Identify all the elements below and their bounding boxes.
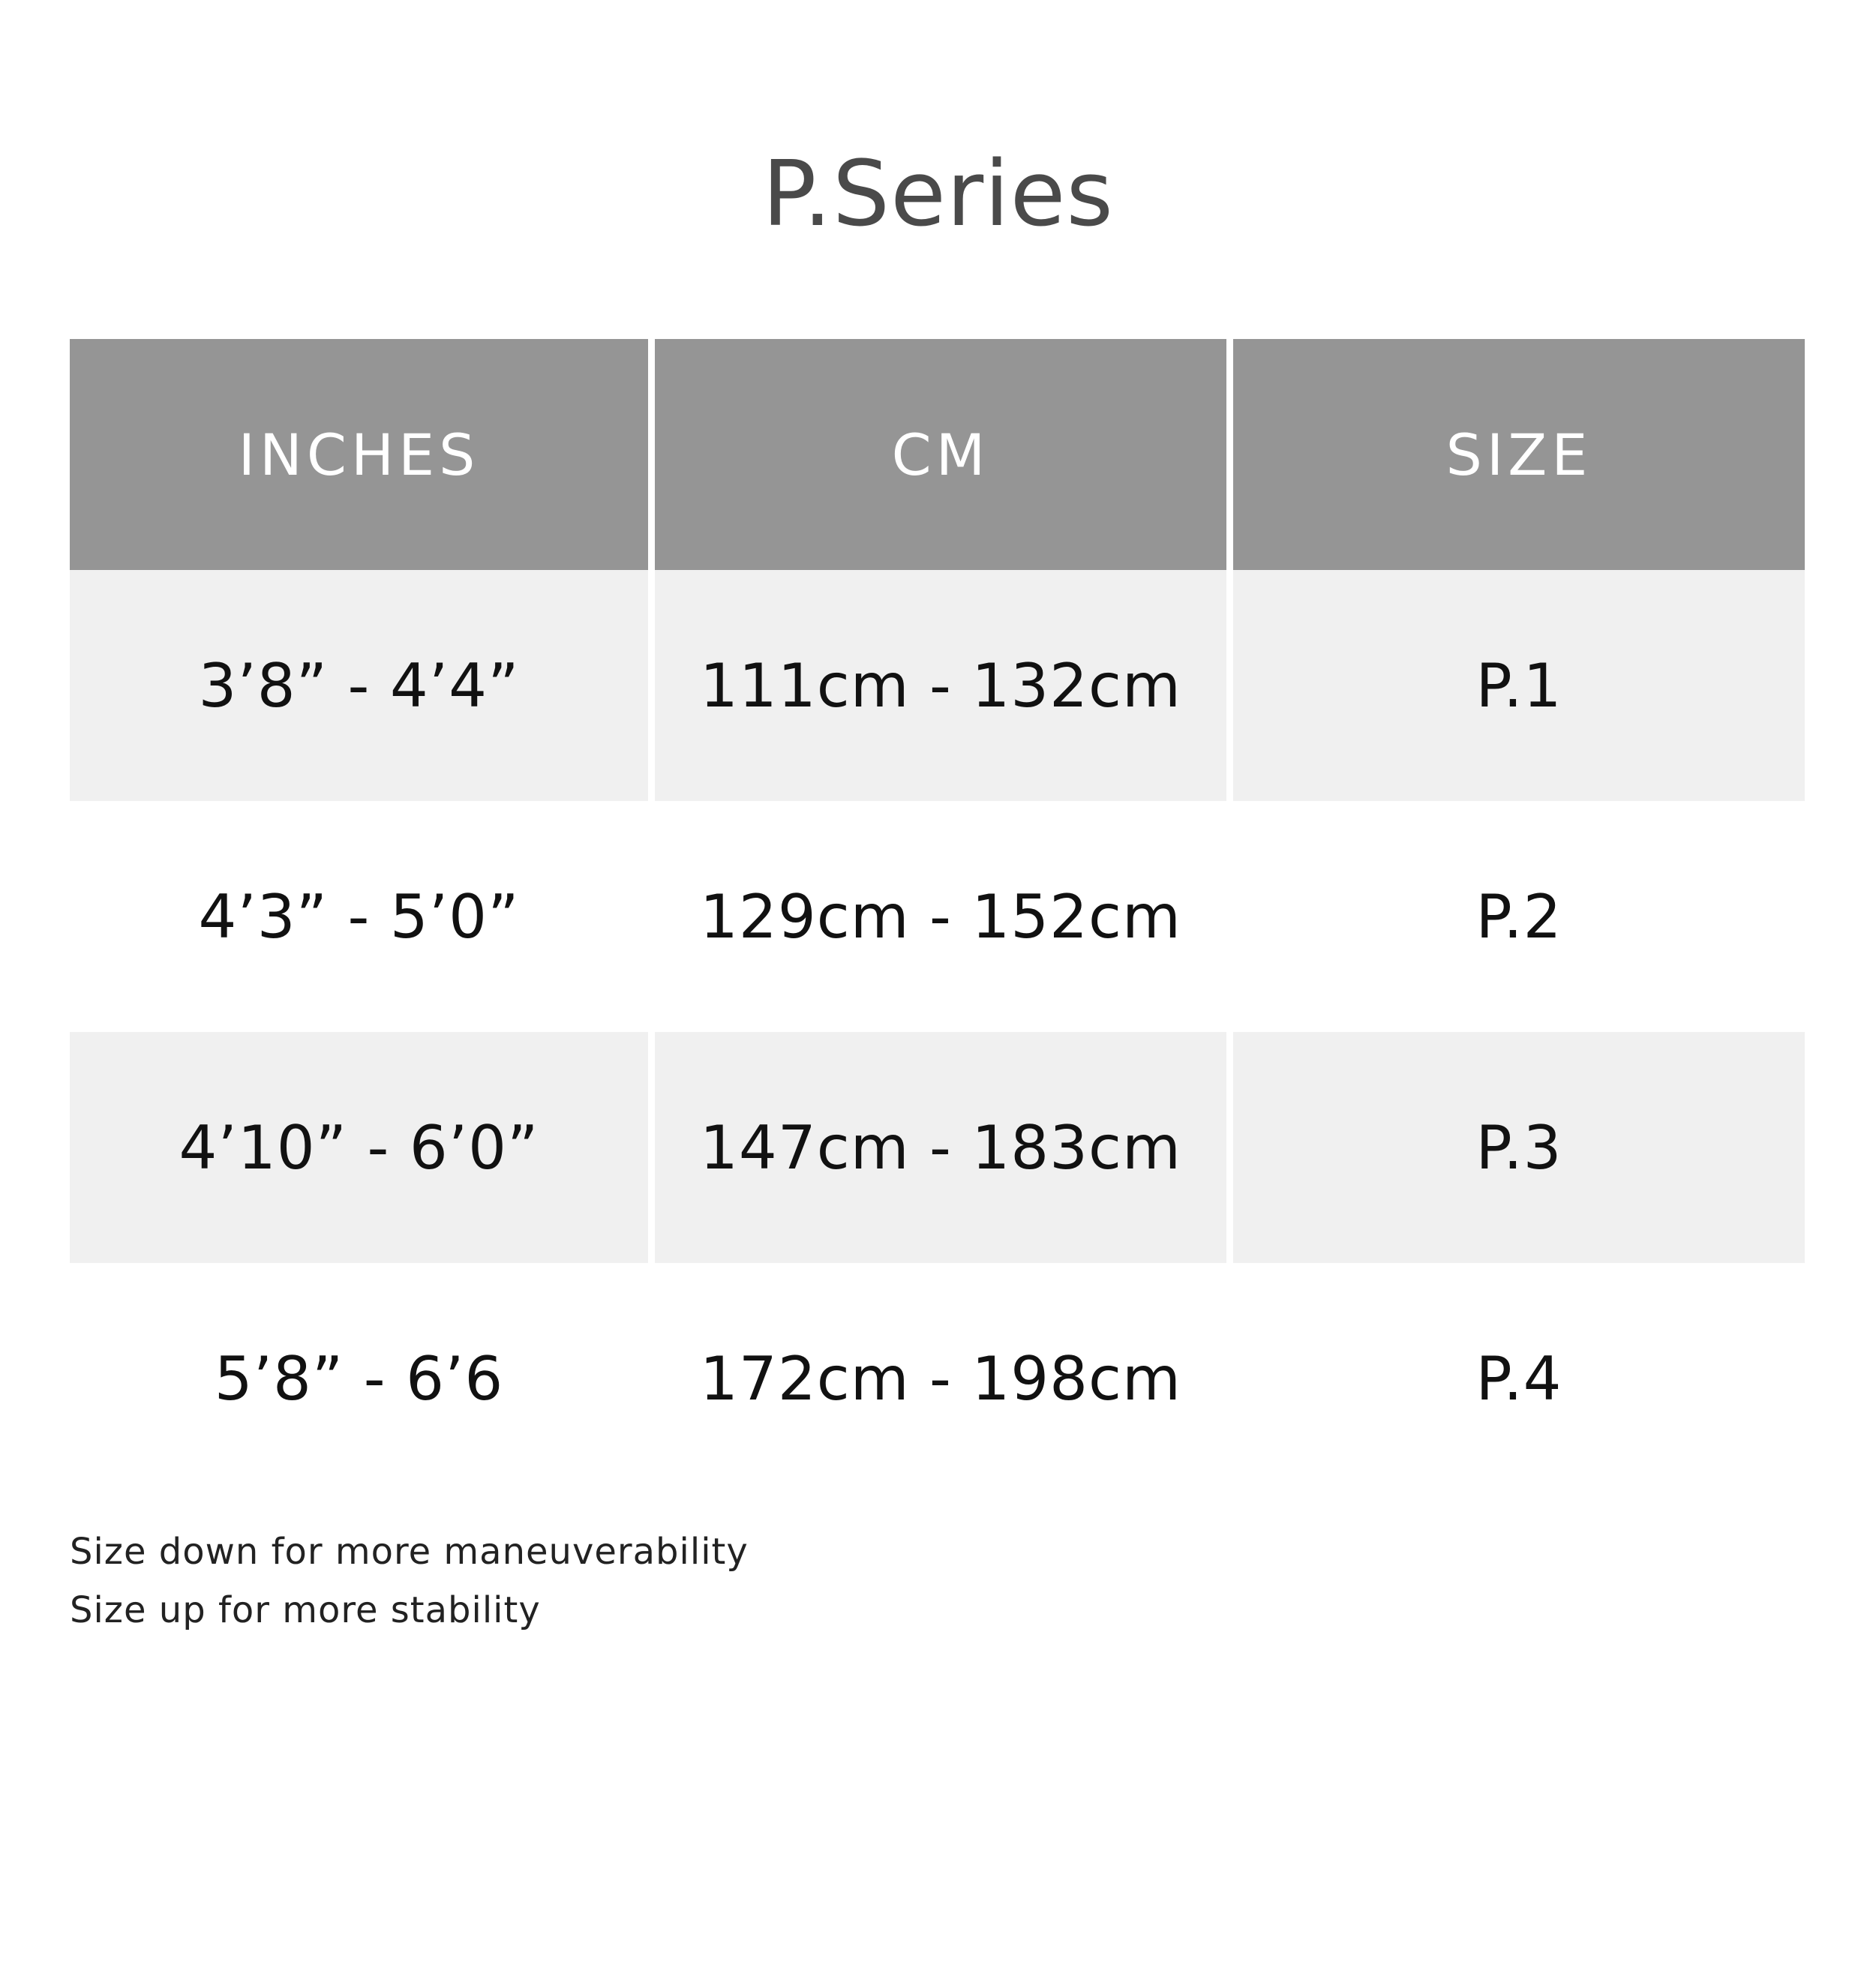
table-header-row (70, 339, 1805, 570)
cell-size: P.1 (1226, 570, 1805, 801)
cell-cm: 147cm - 183cm (648, 1032, 1226, 1263)
cell-size: P.3 (1226, 1032, 1805, 1263)
sizing-notes (70, 1522, 749, 1640)
table-row (70, 801, 1805, 1032)
size-chart-table (70, 339, 1805, 1494)
cell-cm: 172cm - 198cm (648, 1263, 1226, 1494)
cell-size: P.4 (1226, 1263, 1805, 1494)
cell-size: P.2 (1226, 801, 1805, 1032)
column-header-cm: CM (648, 339, 1226, 570)
size-down-note: Size down for more maneuverability (70, 1531, 749, 1573)
table-row (70, 570, 1805, 801)
column-header-size: SIZE (1226, 339, 1805, 570)
table-row (70, 1263, 1805, 1494)
cell-inches: 5’8” - 6’6 (70, 1263, 648, 1494)
cell-cm: 129cm - 152cm (648, 801, 1226, 1032)
size-up-note: Size up for more stability (70, 1589, 541, 1631)
table-row (70, 1032, 1805, 1263)
cell-cm: 111cm - 132cm (648, 570, 1226, 801)
cell-inches: 4’3” - 5’0” (70, 801, 648, 1032)
page-title: P.Series (762, 142, 1114, 247)
cell-inches: 3’8” - 4’4” (70, 570, 648, 801)
cell-inches: 4’10” - 6’0” (70, 1032, 648, 1263)
column-header-inches: INCHES (70, 339, 648, 570)
